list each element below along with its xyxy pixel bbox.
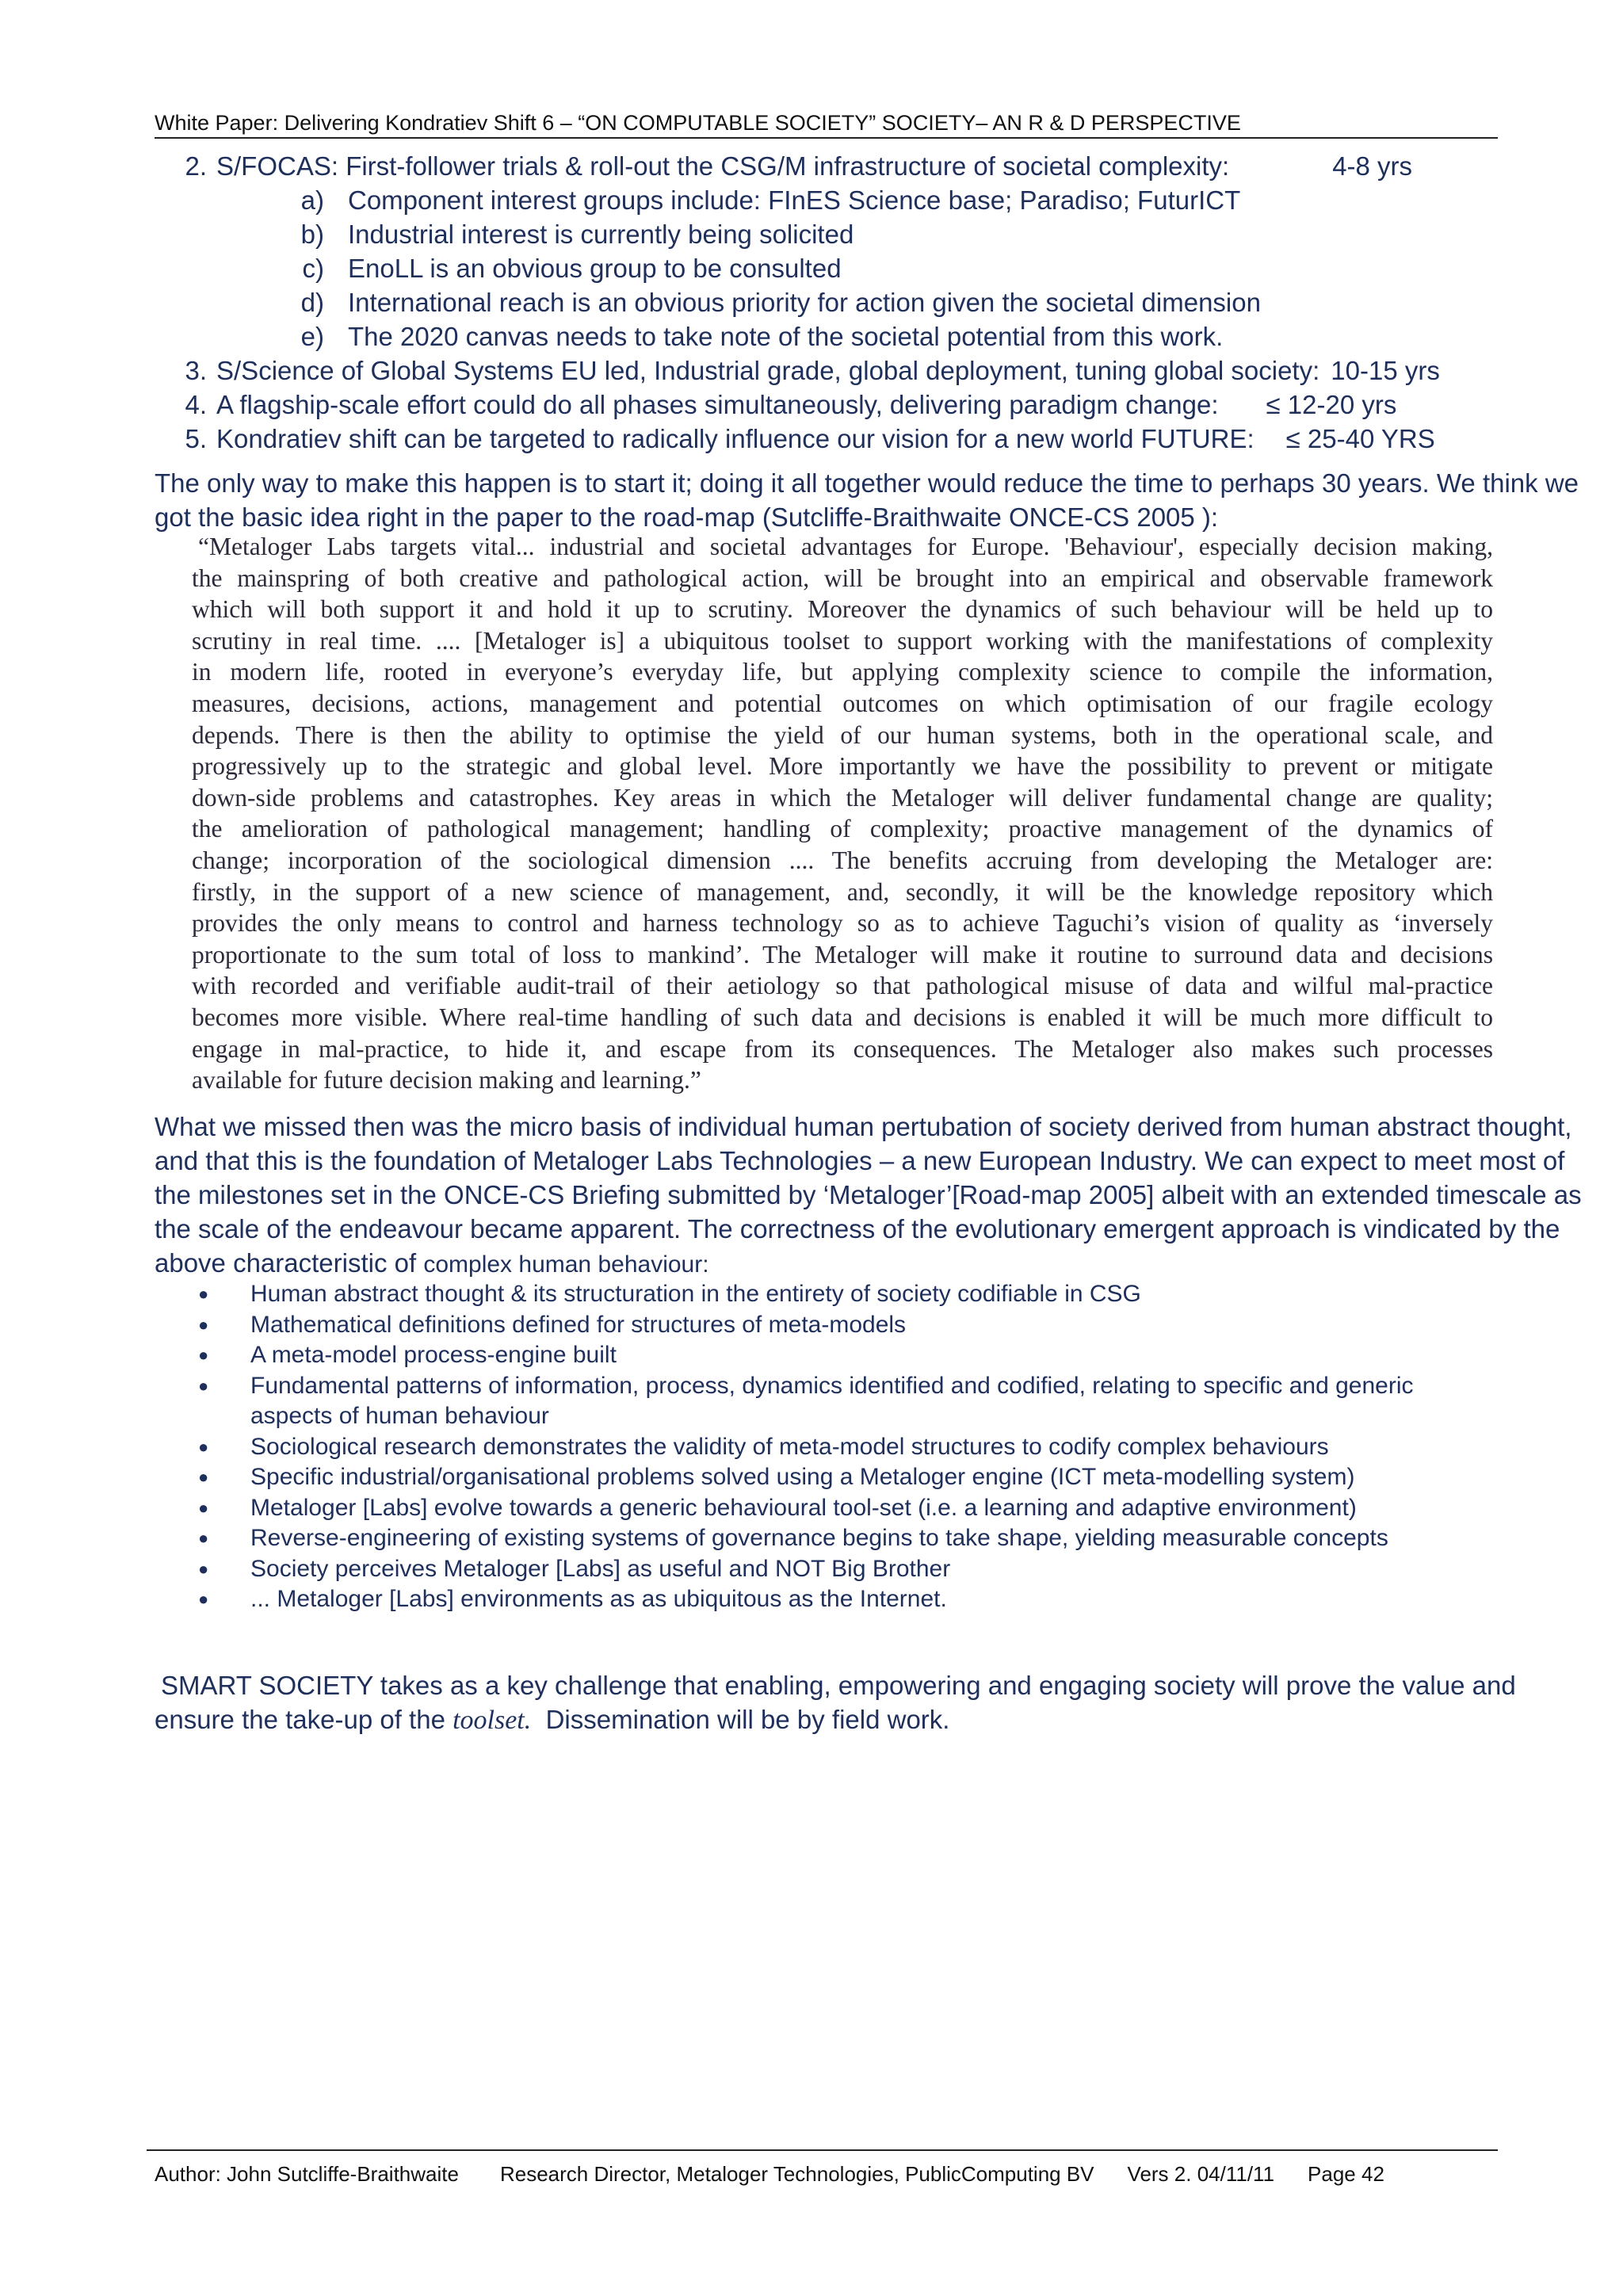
list-number: 4.: [185, 390, 207, 419]
sub-list-item: [155, 217, 1502, 251]
bullet-icon: ●: [198, 1345, 209, 1365]
footer-version: Vers 2. 04/11/11: [1127, 2162, 1275, 2186]
list-item: [198, 1584, 1498, 1615]
bullet-text: Fundamental patterns of information, process, dynamics identified and codified, relating to specific and generic aspects of human behaviour: [250, 1372, 1414, 1429]
list-text: A flagship-scale effort could do all phases simultaneously, delivering paradigm change:: [216, 390, 1219, 419]
list-text: Kondratiev shift can be targeted to radically influence our vision for a new world FUTURE:: [216, 424, 1254, 453]
paragraph-line: [155, 1702, 1492, 1737]
bullet-text: Metaloger [Labs] evolve towards a generic behavioural tool-set (i.e. a learning and adaptive environment): [250, 1494, 1357, 1521]
paragraph-text: Dissemination will be by field work.: [531, 1705, 950, 1734]
list-item: [155, 353, 1502, 388]
closing-paragraph: [155, 1668, 1516, 1737]
quote-line: the mainspring of both creative and pathological action, will be brought into an empirical and observable framework: [192, 563, 1493, 592]
bullet-text: Sociological research demonstrates the validity of meta-model structures to codify complex behaviours: [250, 1433, 1329, 1460]
paragraph-line: What we missed then was the micro basis of individual human pertubation of society derived from human abstract thought,: [155, 1112, 1572, 1141]
numbered-list: [155, 149, 1502, 456]
sub-text: The 2020 canvas needs to take note of the societal potential from this work.: [348, 322, 1224, 351]
bullet-icon: ●: [198, 1467, 209, 1487]
paragraph-text: ensure the take-up of the: [155, 1705, 453, 1734]
sub-text: International reach is an obvious priority for action given the societal dimension: [348, 288, 1261, 317]
page-header: [155, 111, 1498, 139]
list-text: S/FOCAS: First-follower trials & roll-out the CSG/M infrastructure of societal complexity:: [216, 151, 1230, 181]
list-number: 3.: [185, 356, 207, 385]
sub-letter: a): [300, 185, 324, 215]
bullet-icon: ●: [198, 1589, 209, 1609]
bullet-text: Specific industrial/organisational problems solved using a Metaloger engine (ICT meta-modelling system): [250, 1464, 1355, 1490]
quote-line: provides the only means to control and harness technology so as to achieve Taguchi’s vision of quality as ‘inversely: [192, 909, 1493, 938]
quote-line: available for future decision making and learning.”: [192, 1066, 701, 1095]
bullet-icon: ●: [198, 1314, 209, 1335]
list-item: [198, 1371, 1498, 1432]
bullet-text: Society perceives Metaloger [Labs] as useful and NOT Big Brother: [250, 1555, 951, 1582]
list-item: [155, 149, 1502, 183]
quote-line: scrutiny in real time. .... [Metaloger is] a ubiquitous toolset to support working with the manifestations of complexity: [192, 626, 1493, 655]
sub-letter: c): [302, 254, 324, 283]
sub-letter: b): [300, 220, 324, 249]
bullet-icon: ●: [198, 1375, 209, 1396]
sub-letter: e): [300, 322, 324, 351]
quote-line: engage in mal-practice, to hide it, and escape from its consequences. The Metaloger also makes such processes: [192, 1034, 1493, 1063]
paragraph-text-small: complex human behaviour:: [423, 1251, 709, 1278]
bullet-icon: ●: [198, 1558, 209, 1579]
paragraph-text: above characteristic of: [155, 1248, 424, 1278]
quote-line: which will both support it and hold it up to scrutiny. Moreover the dynamics of such behaviour will be held up to: [192, 595, 1493, 624]
list-item: [198, 1310, 1498, 1341]
quote-line: depends. There is then the ability to optimise the yield of our human systems, both in the operational scale, and: [192, 720, 1493, 749]
sub-list-item: [155, 319, 1502, 353]
bullet-list: [198, 1279, 1498, 1615]
list-item: [198, 1340, 1498, 1371]
list-text: S/Science of Global Systems EU led, Industrial grade, global deployment, tuning global society:: [216, 356, 1320, 385]
list-item: [198, 1432, 1498, 1463]
list-item: [198, 1554, 1498, 1585]
list-item: [198, 1462, 1498, 1493]
bullet-icon: ●: [198, 1497, 209, 1518]
list-item: [155, 388, 1502, 422]
quote-line: progressively up to the strategic and global level. More importantly we have the possibility to prevent or mitigate: [192, 752, 1493, 781]
sub-text: Industrial interest is currently being solicited: [348, 220, 854, 249]
list-item: [198, 1279, 1498, 1310]
bullet-icon: ●: [198, 1284, 209, 1304]
bullet-text: Mathematical definitions defined for structures of meta-models: [250, 1311, 907, 1338]
sub-list-item: [155, 251, 1502, 285]
paragraph-line: The only way to make this happen is to start it; doing it all together would reduce the time to perhaps 30 years. We think we: [155, 468, 1579, 498]
sub-list: [155, 183, 1502, 353]
sub-list-item: [155, 183, 1502, 217]
list-duration: 4-8 yrs: [1332, 151, 1413, 181]
block-quote: [192, 531, 1493, 1096]
list-item: [155, 422, 1502, 456]
paragraph-line: SMART SOCIETY takes as a key challenge that enabling, empowering and engaging society will prove the value and: [161, 1671, 1516, 1700]
bullet-text: Reverse-engineering of existing systems of governance begins to take shape, yielding measurable concepts: [250, 1525, 1388, 1551]
quote-line: down-side problems and catastrophes. Key areas in which the Metaloger will deliver fundamental change are quality;: [192, 783, 1493, 812]
list-number: 5.: [185, 424, 207, 453]
paragraph-line: and that this is the foundation of Metaloger Labs Technologies – a new European Industry. We can expect to meet most of: [155, 1146, 1565, 1175]
footer-role: Research Director, Metaloger Technologies, PublicComputing BV: [499, 2162, 1094, 2186]
quote-line: measures, decisions, actions, management and potential outcomes on which optimisation of our fragile ecology: [192, 689, 1493, 717]
quote-line: proportionate to the sum total of loss to mankind’. The Metaloger will make it routine to surround data and decisions: [192, 940, 1493, 968]
header-title: White Paper: Delivering Kondratiev Shift 6 – “ON COMPUTABLE SOCIETY” SOCIETY– AN R & D PERSPECTIVE: [155, 111, 1241, 135]
paragraph-line: got the basic idea right in the paper to the road-map (Sutcliffe-Braithwaite ONCE-CS 2005 ):: [155, 502, 1219, 532]
sub-letter: d): [300, 288, 324, 317]
bullet-icon: ●: [198, 1528, 209, 1548]
list-duration: 10-15 yrs: [1331, 356, 1440, 385]
paragraph-line: the scale of the endeavour became apparent. The correctness of the evolutionary emergent approach is vindicated by the: [155, 1214, 1560, 1244]
list-number: 2.: [185, 151, 207, 181]
paragraph-line: the milestones set in the ONCE-CS Briefing submitted by ‘Metaloger’[Road-map 2005] albeit with an extended timescale as: [155, 1180, 1582, 1209]
quote-line: in modern life, rooted in everyone’s everyday life, but applying complexity science to compile the information,: [192, 658, 1493, 686]
bullet-icon: ●: [198, 1436, 209, 1457]
paragraph-line: [155, 1246, 1492, 1282]
list-duration: ≤ 12-20 yrs: [1266, 390, 1397, 419]
bullet-text: A meta-model process-engine built: [250, 1342, 617, 1368]
list-item: [198, 1493, 1498, 1524]
page-footer: [147, 2149, 1498, 2187]
list-duration: ≤ 25-40 YRS: [1285, 424, 1435, 453]
intro-paragraph: [155, 466, 1579, 534]
sub-text: Component interest groups include: FInES Science base; Paradiso; FuturICT: [348, 185, 1241, 215]
quote-line: becomes more visible. Where real-time handling of such data and decisions is enabled it will be much more difficult to: [192, 1003, 1493, 1031]
quote-line: the amelioration of pathological management; handling of complexity; proactive management of the dynamics of: [192, 815, 1493, 843]
sub-text: EnoLL is an obvious group to be consulted: [348, 254, 842, 283]
quote-line: with recorded and verifiable audit-trail of their aetiology so that pathological misuse of data and wilful mal-practice: [192, 972, 1493, 1000]
italic-text: toolset.: [453, 1706, 532, 1735]
analysis-paragraph: [155, 1110, 1582, 1282]
quote-line: change; incorporation of the sociological dimension .... The benefits accruing from developing the Metaloger are:: [192, 846, 1493, 874]
sub-list-item: [155, 285, 1502, 319]
footer-page-number: Page 42: [1308, 2162, 1384, 2186]
bullet-text: Human abstract thought & its structuration in the entirety of society codifiable in CSG: [250, 1281, 1141, 1307]
quote-line: “Metaloger Labs targets vital... industrial and societal advantages for Europe. 'Behaviour', especially decision making,: [198, 533, 1493, 560]
list-item: [198, 1523, 1498, 1554]
footer-author: Author: John Sutcliffe-Braithwaite: [155, 2162, 459, 2186]
bullet-text: ... Metaloger [Labs] environments as as ubiquitous as the Internet.: [250, 1586, 947, 1612]
quote-line: firstly, in the support of a new science of management, and, secondly, it will be the knowledge repository which: [192, 877, 1493, 906]
